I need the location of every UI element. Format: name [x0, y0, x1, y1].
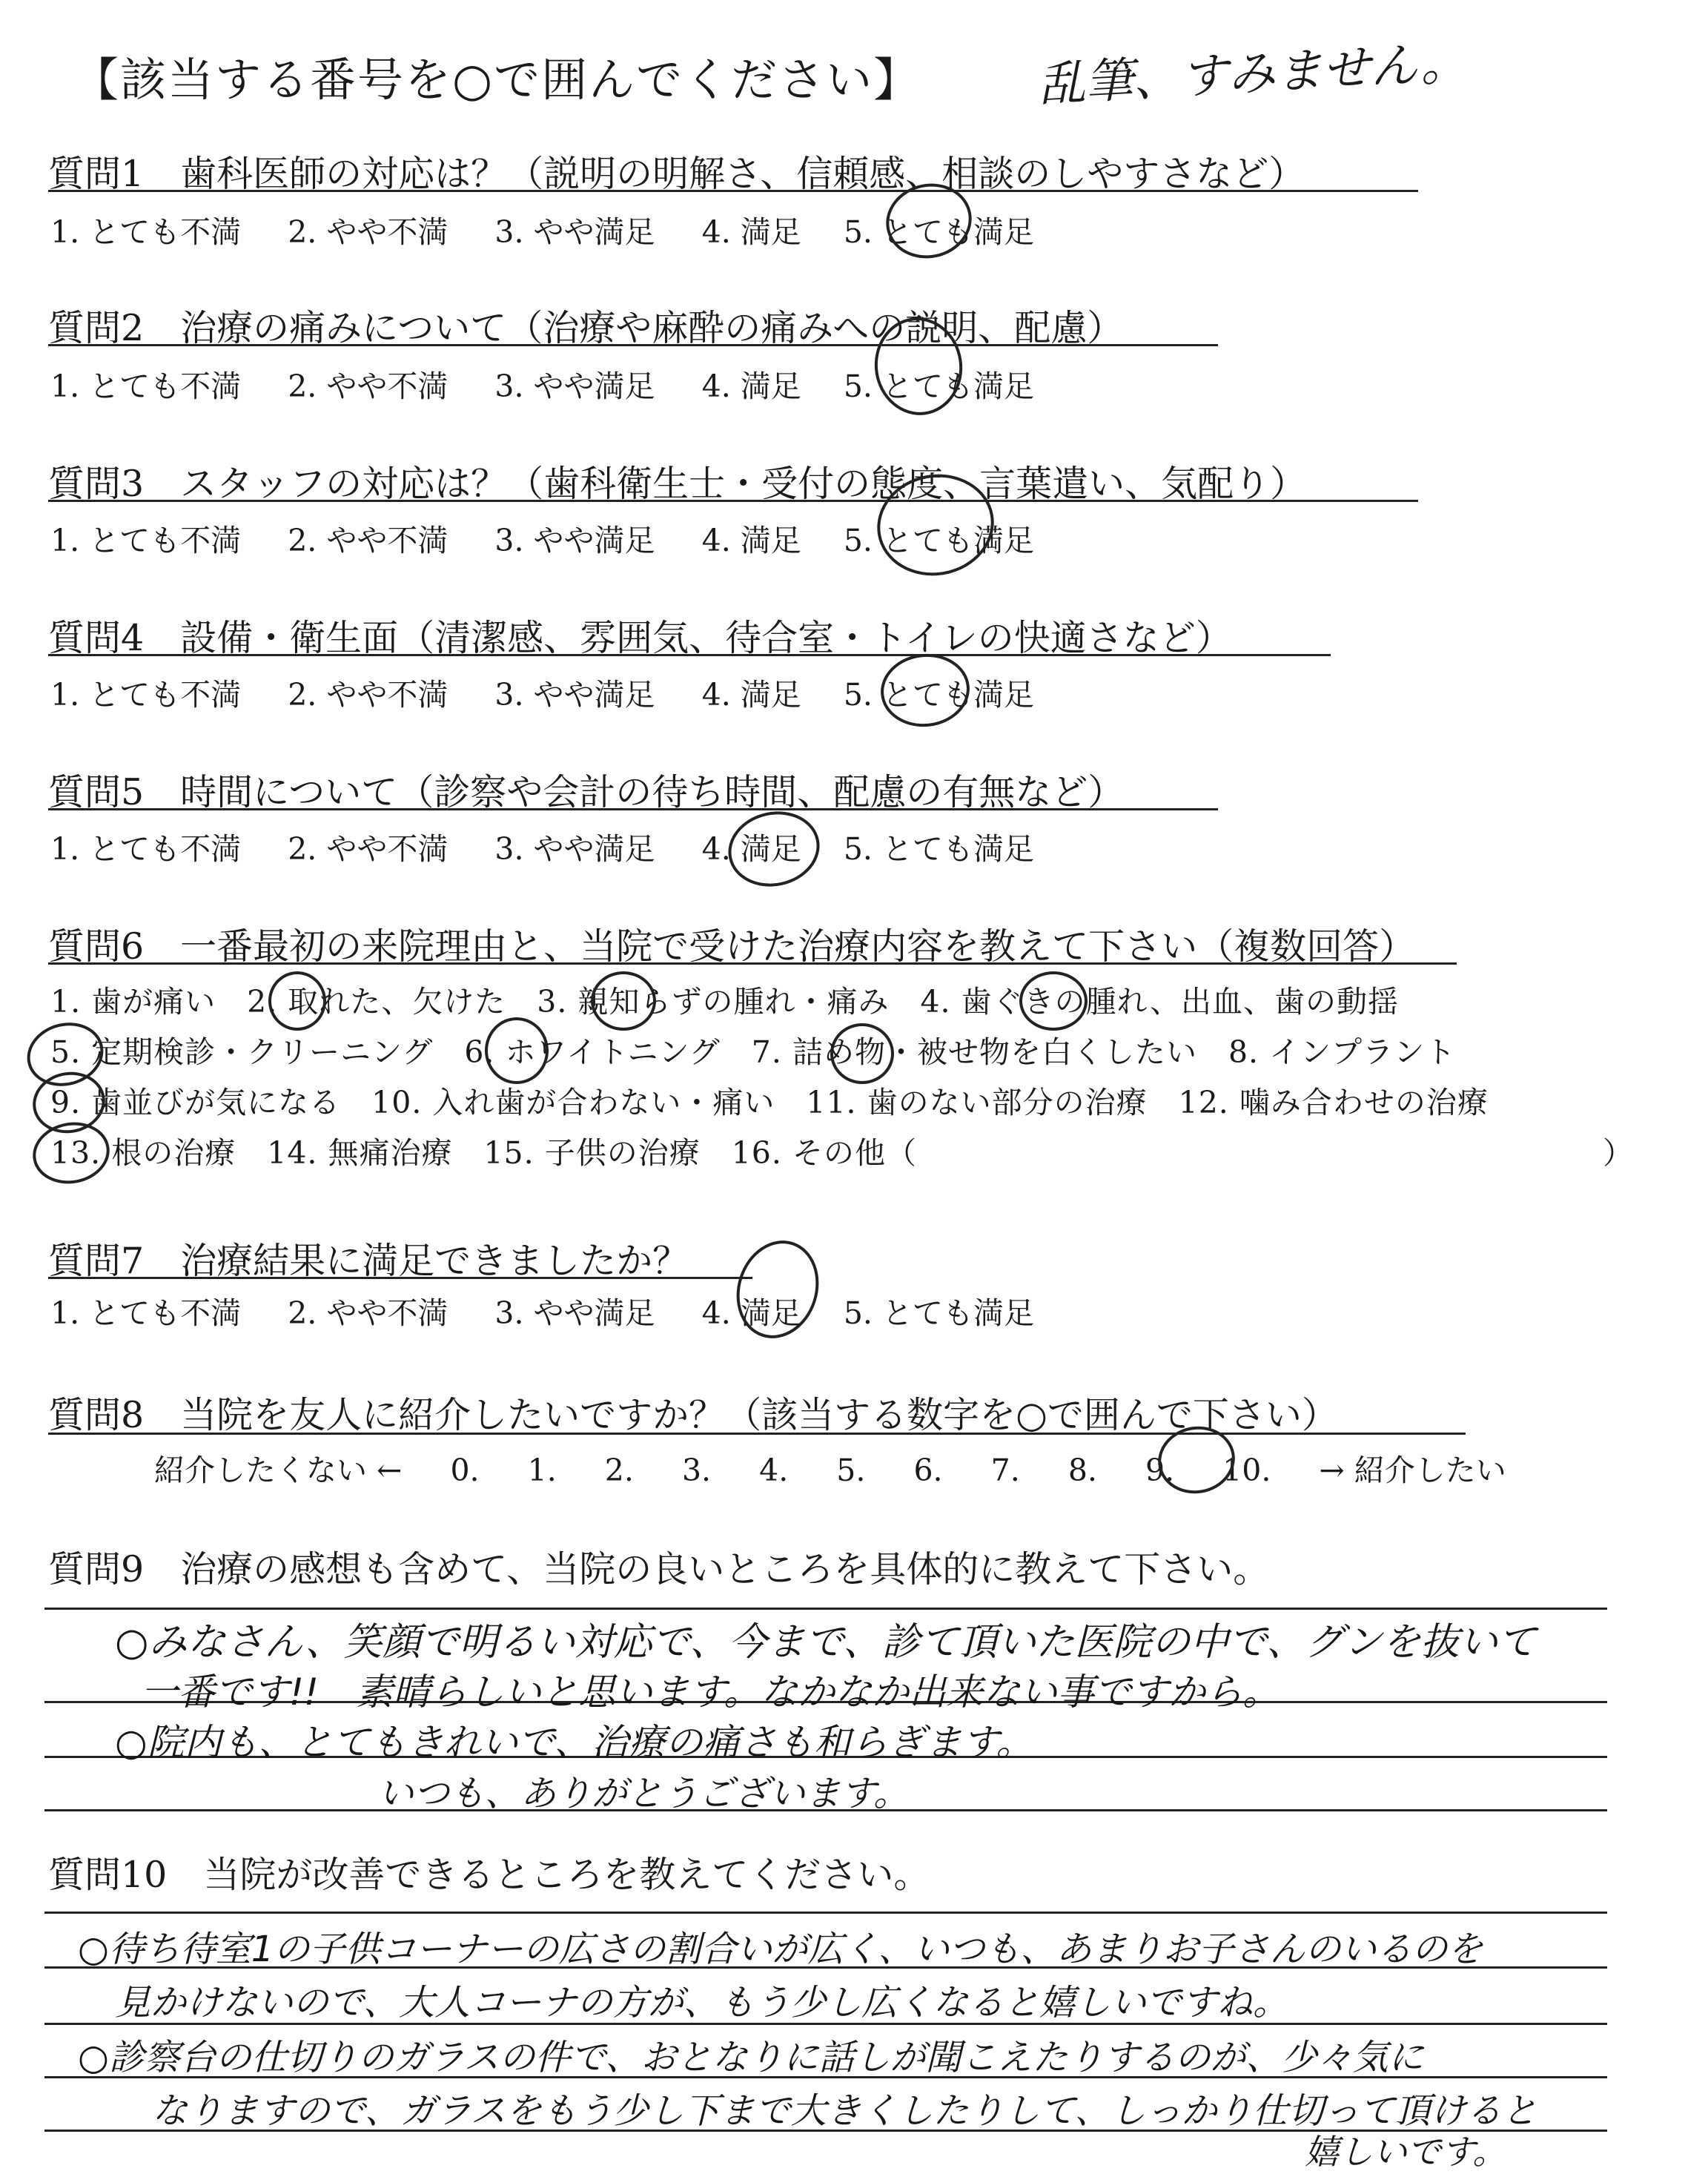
question-4-underline: [48, 654, 1331, 656]
answer-circle-q5: [721, 803, 827, 895]
scale-3[interactable]: 3.: [681, 1453, 712, 1488]
answer-circle-q6-6: [485, 1017, 549, 1084]
question-7-underline: [48, 1277, 752, 1279]
option-4[interactable]: 4. 満足: [701, 523, 801, 558]
question-4-title: 質問4 設備・衛生面（清潔感、雰囲気、待合室・トイレの快適さなど）: [48, 617, 1232, 659]
scale-5[interactable]: 5.: [836, 1453, 866, 1488]
question-3-underline: [48, 500, 1418, 502]
question-6-underline: [48, 962, 1457, 965]
q10-answer-line-5: 嬉しいです。: [1305, 2132, 1507, 2172]
q10-answer-line-1: ○待ち待室1の子供コーナーの広さの割合いが広く、いつも、あまりお子さんのいるのを: [78, 1929, 1483, 1970]
option-5[interactable]: 5. とても満足: [843, 214, 1034, 250]
option-3[interactable]: 3. やや満足: [494, 677, 655, 713]
option-5[interactable]: 5. とても満足: [843, 1295, 1034, 1331]
question-6-row-2[interactable]: 5. 定期検診・クリーニング 6. ホワイトニング 7. 詰め物・被せ物を白くしたい 8. インプラント: [50, 1034, 1457, 1070]
scale-10[interactable]: 10.: [1222, 1453, 1271, 1488]
question-1-underline: [48, 190, 1418, 192]
option-3[interactable]: 3. やや満足: [494, 1295, 655, 1331]
option-3[interactable]: 3. やや満足: [494, 214, 655, 250]
option-2[interactable]: 2. やや不満: [288, 523, 448, 558]
option-2[interactable]: 2. やや不満: [288, 369, 448, 404]
question-1-title: 質問1 歯科医師の対応は？（説明の明解さ、信頼感、相談のしやすさなど）: [48, 153, 1305, 195]
question-6-close-paren: ）: [1603, 1135, 1633, 1171]
question-5-underline: [48, 808, 1218, 810]
option-5[interactable]: 5. とても満足: [843, 369, 1034, 404]
question-6-row-3[interactable]: 9. 歯並びが気になる 10. 入れ歯が合わない・痛い 11. 歯のない部分の治療 12. 噛み合わせの治療: [50, 1085, 1489, 1120]
q10-answer-line-2: 見かけないので、大人コーナの方が、もう少し広くなると嬉しいですね。: [115, 1982, 1289, 2023]
option-4[interactable]: 4. 満足: [701, 1295, 801, 1331]
question-3-title: 質問3 スタッフの対応は？（歯科衛生士・受付の態度、言葉遣い、気配り）: [48, 463, 1307, 505]
question-10-title: 質問10 当院が改善できるところを教えてください。: [48, 1854, 930, 1896]
question-2-title: 質問2 治療の痛みについて（治療や麻酔の痛みへの説明、配慮）: [48, 307, 1124, 349]
q9-answer-line-4: いつも、ありがとうございます。: [378, 1773, 910, 1814]
form-header: 【該当する番号を○で囲んでください】: [73, 53, 921, 107]
answer-circle-q6-13: [28, 1117, 115, 1190]
scale-8[interactable]: 8.: [1068, 1453, 1097, 1488]
option-2[interactable]: 2. やや不満: [288, 214, 448, 250]
question-5-options: [50, 825, 1034, 868]
scale-9[interactable]: 9.: [1145, 1453, 1175, 1488]
option-3[interactable]: 3. やや満足: [494, 369, 655, 404]
answer-circle-q4: [877, 650, 973, 731]
question-7-title: 質問7 治療結果に満足できましたか？: [48, 1240, 689, 1282]
q9-answer-line-3: ○院内も、とてもきれいで、治療の痛さも和らぎます。: [115, 1721, 1033, 1764]
q9-answer-line-2: 一番です!! 素晴らしいと思います。なかなか出来ない事ですから。: [141, 1671, 1280, 1714]
option-1[interactable]: 1. とても不満: [50, 677, 242, 713]
option-5[interactable]: 5. とても満足: [843, 677, 1034, 713]
answer-circle-q6-4: [1019, 971, 1088, 1031]
option-5[interactable]: 5. とても満足: [843, 523, 1034, 558]
option-4[interactable]: 4. 満足: [701, 831, 801, 867]
q9-answer-line-1: ○みなさん、笑顔で明るい対応で、今まで、診て頂いた医院の中で、グンを抜いて: [115, 1620, 1537, 1665]
question-6-row-4[interactable]: 13. 根の治療 14. 無痛治療 15. 子供の治療 16. その他（: [50, 1135, 917, 1171]
option-2[interactable]: 2. やや不満: [288, 677, 448, 713]
question-7-options: [50, 1289, 1034, 1332]
q10-answer-line-4: なりますので、ガラスをもう少し下まで大きくしたりして、しっかり仕切って頂けると: [152, 2090, 1537, 2132]
option-1[interactable]: 1. とても不満: [50, 523, 242, 558]
option-4[interactable]: 4. 満足: [701, 677, 801, 713]
scale-left-label: 紹介したくない ←: [154, 1453, 403, 1488]
question-5-title: 質問5 時間について（診察や会計の待ち時間、配慮の有無など）: [48, 771, 1125, 813]
scale-7[interactable]: 7.: [990, 1453, 1020, 1488]
option-4[interactable]: 4. 満足: [701, 214, 801, 250]
question-6-title: 質問6 一番最初の来院理由と、当院で受けた治療内容を教えて下さい（複数回答）: [48, 925, 1416, 968]
q10-answer-line-3: ○診察台の仕切りのガラスの件で、おとなりに話しが聞こえたりするのが、少々気に: [78, 2037, 1424, 2078]
answer-circle-q6-2: [268, 971, 326, 1031]
scale-right-label: → 紹介したい: [1319, 1453, 1506, 1488]
option-4[interactable]: 4. 満足: [701, 369, 801, 404]
answer-line: [44, 1912, 1607, 1914]
option-3[interactable]: 3. やや満足: [494, 523, 655, 558]
question-6-row-1[interactable]: 1. 歯が痛い 2. 取れた、欠けた 3. 親知らずの腫れ・痛み 4. 歯ぐきの腫れ、出血、歯の動揺: [50, 984, 1400, 1020]
option-2[interactable]: 2. やや不満: [288, 1295, 448, 1331]
scale-4[interactable]: 4.: [759, 1453, 789, 1488]
question-8-title: 質問8 当院を友人に紹介したいですか？（該当する数字を○で囲んで下さい）: [48, 1394, 1338, 1436]
question-8-scale: [154, 1446, 1506, 1490]
answer-circle-q6-7: [830, 1023, 894, 1084]
scale-6[interactable]: 6.: [913, 1453, 943, 1488]
option-2[interactable]: 2. やや不満: [288, 831, 448, 867]
question-2-underline: [48, 344, 1218, 346]
question-9-title: 質問9 治療の感想も含めて、当院の良いところを具体的に教えて下さい。: [48, 1548, 1270, 1590]
option-1[interactable]: 1. とても不満: [50, 1295, 242, 1331]
handwritten-apology: 乱筆、すみません。: [1036, 35, 1469, 113]
option-1[interactable]: 1. とても不満: [50, 214, 242, 250]
option-1[interactable]: 1. とても不満: [50, 369, 242, 404]
scale-1[interactable]: 1.: [527, 1453, 557, 1488]
question-8-underline: [48, 1433, 1466, 1435]
answer-circle-q6-3: [591, 971, 656, 1031]
scale-2[interactable]: 2.: [604, 1453, 634, 1488]
answer-line: [44, 1608, 1607, 1610]
option-1[interactable]: 1. とても不満: [50, 831, 242, 867]
scale-0[interactable]: 0.: [450, 1453, 480, 1488]
option-5[interactable]: 5. とても満足: [843, 831, 1034, 867]
option-3[interactable]: 3. やや満足: [494, 831, 655, 867]
